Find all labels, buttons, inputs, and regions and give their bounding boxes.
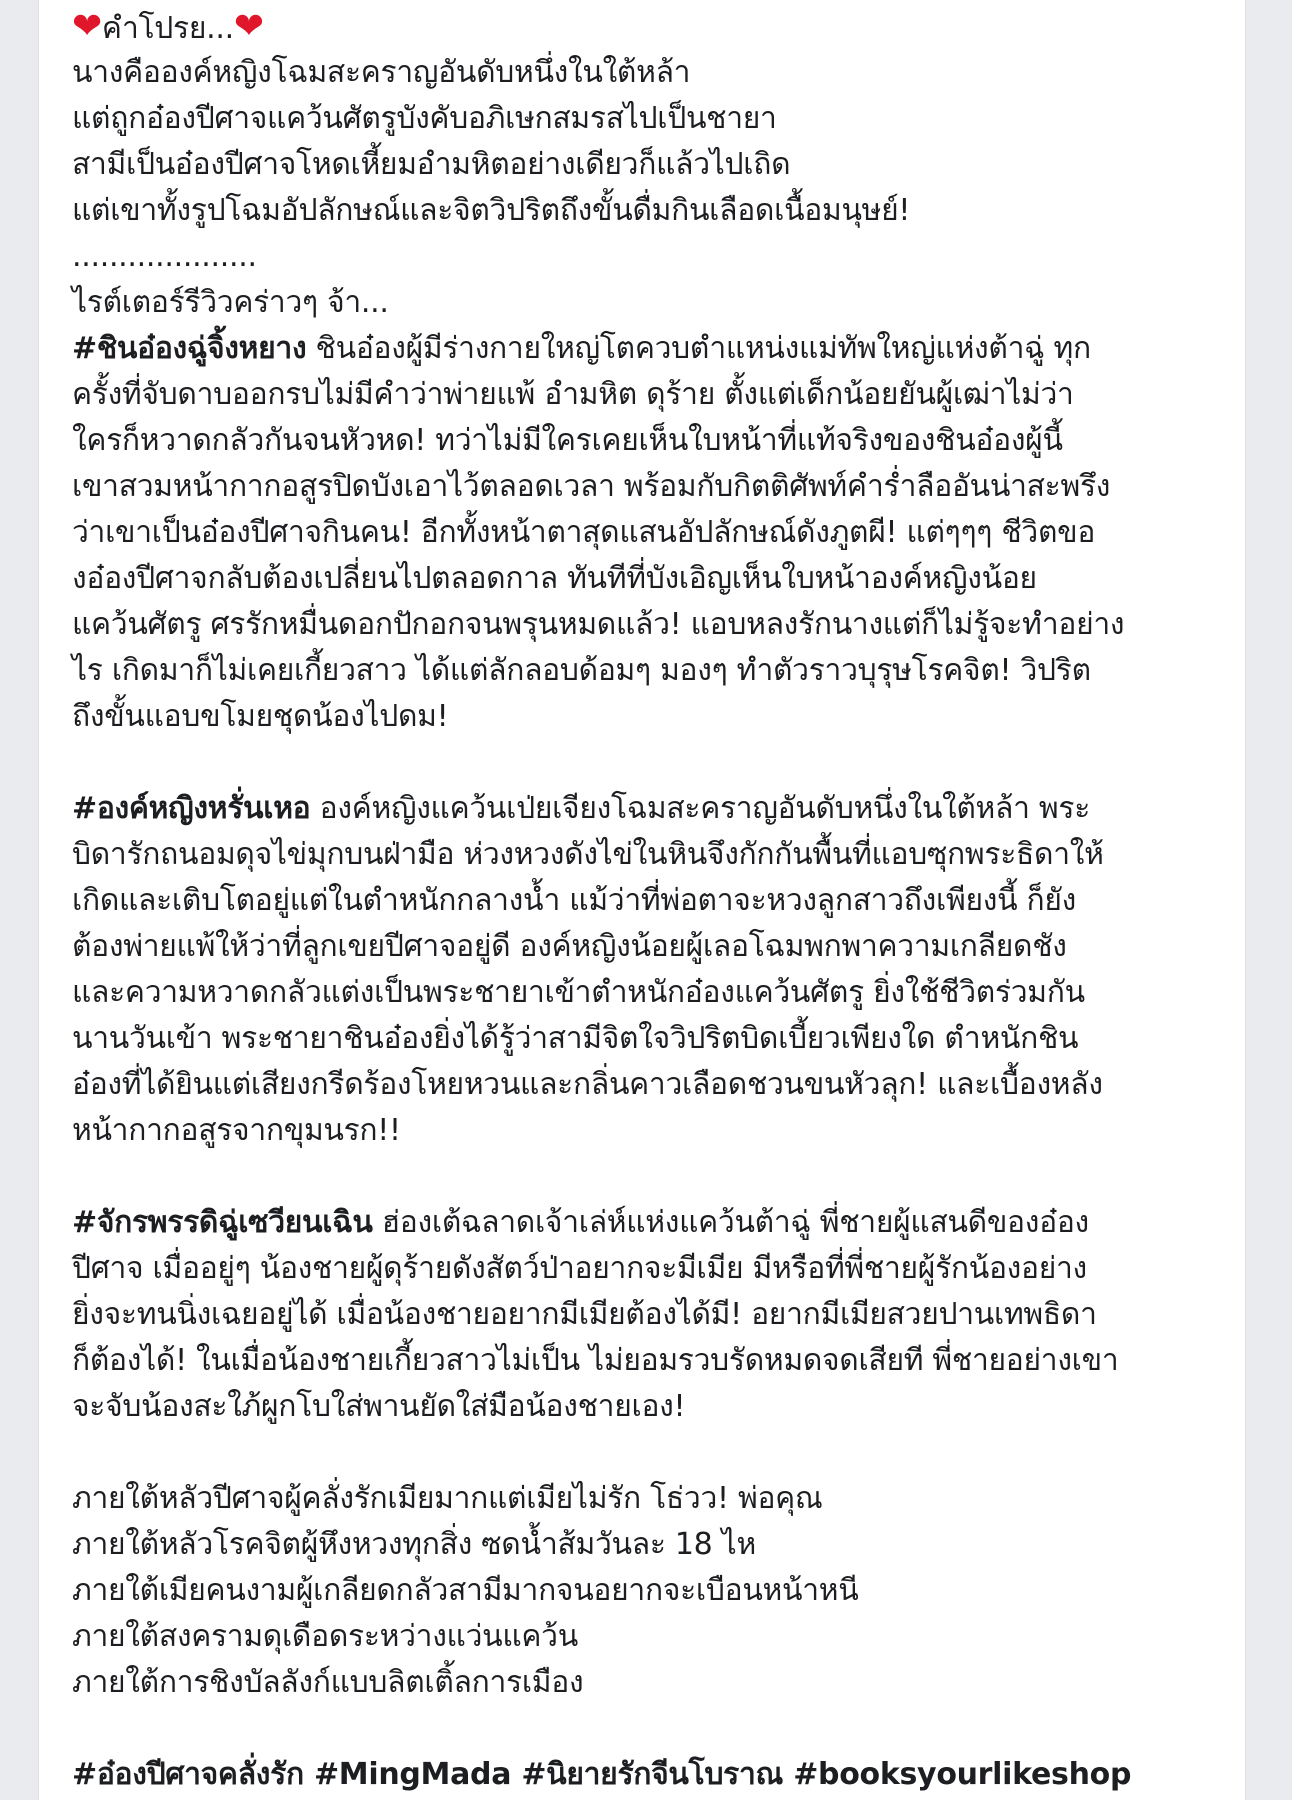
section-text: องค์หญิงแคว้นเป่ยเจียงโฉมสะคราญอันดับหนึ่งในใต้หล้า พระ [310, 791, 1091, 826]
review-intro: ไรต์เตอร์รีวิวคร่าวๆ จ้า... [72, 285, 389, 320]
section-2-line: เกิดและเติบโตอยู่แต่ในตำหนักกลางน้ำ แม้ว่าที่พ่อตาจะหวงลูกสาวถึงเพียงนี้ ก็ยัง [72, 883, 1076, 918]
section-2-line: อ๋องที่ได้ยินแต่เสียงกรีดร้องโหยหวนและกลิ่นคาวเลือดชวนขนหัวลุก! และเบื้องหลัง [72, 1067, 1103, 1102]
section-2-line: ต้องพ่ายแพ้ให้ว่าที่ลูกเขยปีศาจอยู่ดี องค์หญิงน้อยผู้เลอโฉมพกพาความเกลียดชัง [72, 929, 1067, 964]
section-2-line: นานวันเข้า พระชายาชินอ๋องยิ่งได้รู้ว่าสามีจิตใจวิปริตบิดเบี้ยวเพียงใด ตำหนักชิน [72, 1021, 1079, 1056]
section-1-line: ไร เกิดมาก็ไม่เคยเกี้ยวสาว ได้แต่ลักลอบด้อมๆ มองๆ ทำตัวราวบุรุษโรคจิต! วิปริต [72, 653, 1091, 688]
theme-line: ภายใต้การชิงบัลลังก์แบบลิตเติ้ลการเมือง [72, 1665, 584, 1700]
post-heading [72, 4, 1222, 50]
section-1-line: ใครก็หวาดกลัวกันจนหัวหด! ทว่าไม่มีใครเคยเห็นใบหน้าที่แท้จริงของชินอ๋องผู้นี้ [72, 423, 1063, 458]
section-3-line: จะจับน้องสะใภ้ผูกโบใส่พานยัดใส่มือน้องชายเอง! [72, 1389, 686, 1424]
section-2-first-line [72, 786, 1222, 832]
intro-line: แต่เขาทั้งรูปโฉมอัปลักษณ์และจิตวิปริตถึงขั้นดื่มกินเลือดเนื้อมนุษย์! [72, 193, 911, 228]
section-1-line: เขาสวมหน้ากากอสูรปิดบังเอาไว้ตลอดเวลา พร้อมกับกิตติศัพท์คำร่ำลืออันน่าสะพรึง [72, 469, 1111, 504]
section-2-line: หน้ากากอสูรจากขุมนรก!! [72, 1113, 401, 1148]
character-hashtag-link[interactable]: #ชินอ๋องฉู่จิ้งหยาง [72, 331, 307, 366]
theme-line: ภายใต้เมียคนงามผู้เกลียดกลัวสามีมากจนอยากจะเบือนหน้าหนี [72, 1573, 859, 1608]
heart-icon: ❤ [233, 6, 264, 47]
section-1-line: แคว้นศัตรู ศรรักหมื่นดอกปักอกจนพรุนหมดแล้ว! แอบหลงรักนางแต่ก็ไม่รู้จะทำอย่าง [72, 607, 1125, 642]
intro-line: นางคือองค์หญิงโฉมสะคราญอันดับหนึ่งในใต้หล้า [72, 55, 691, 90]
section-3-first-line [72, 1200, 1222, 1246]
hashtag-links[interactable]: #อ๋องปีศาจคลั่งรัก #MingMada #นิยายรักจีนโบราณ #booksyourlikeshop [72, 1757, 1132, 1792]
intro-line: แต่ถูกอ๋องปีศาจแคว้นศัตรูบังคับอภิเษกสมรสไปเป็นชายา [72, 101, 777, 136]
paragraph-gap [72, 1430, 1222, 1476]
section-text: ฮ่องเต้ฉลาดเจ้าเล่ห์แห่งแคว้นต้าฉู่ พี่ชายผู้แสนดีของอ๋อง [372, 1205, 1089, 1240]
section-2-line: และความหวาดกลัวแต่งเป็นพระชายาเข้าตำหนักอ๋องแคว้นศัตรู ยิ่งใช้ชีวิตร่วมกัน [72, 975, 1085, 1010]
section-2-line: บิดารักถนอมดุจไข่มุกบนฝ่ามือ ห่วงหวงดังไข่ในหินจึงกักกันพื้นที่แอบซุกพระธิดาให้ [72, 837, 1104, 872]
paragraph-gap [72, 1706, 1222, 1752]
section-3-line: ยิ่งจะทนนิ่งเฉยอยู่ได้ เมื่อน้องชายอยากมีเมียต้องได้มี! อยากมีเมียสวยปานเทพธิดา [72, 1297, 1097, 1332]
section-1-line: งอ๋องปีศาจกลับต้องเปลี่ยนไปตลอดกาล ทันทีที่บังเอิญเห็นใบหน้าองค์หญิงน้อย [72, 561, 1037, 596]
intro-line: สามีเป็นอ๋องปีศาจโหดเหี้ยมอำมหิตอย่างเดียวก็แล้วไปเถิด [72, 147, 791, 182]
section-3-line: ก็ต้องได้! ในเมื่อน้องชายเกี้ยวสาวไม่เป็น ไม่ยอมรวบรัดหมดจดเสียที พี่ชายอย่างเขา [72, 1343, 1119, 1378]
heart-icon: ❤ [72, 6, 102, 47]
heading-text: คำโปรย... [101, 11, 234, 46]
separator-dots: .................... [72, 239, 257, 274]
paragraph-gap [72, 1154, 1222, 1200]
theme-line: ภายใต้สงครามดุเดือดระหว่างแว่นแคว้น [72, 1619, 578, 1654]
section-1-line: ถึงขั้นแอบขโมยชุดน้องไปดม! [72, 699, 449, 734]
section-1-first-line [72, 326, 1222, 372]
post-card [38, 0, 1246, 1800]
paragraph-gap [72, 740, 1222, 786]
post-body [72, 4, 1222, 1798]
character-hashtag-link[interactable]: #องค์หญิงหรั่นเหอ [72, 791, 311, 826]
character-hashtag-link[interactable]: #จักรพรรดิฉู่เซวียนเฉิน [72, 1205, 373, 1240]
theme-line: ภายใต้หลัวโรคจิตผู้หึงหวงทุกสิ่ง ซดน้ำส้มวันละ 18 ไห [72, 1527, 756, 1562]
section-1-line: ครั้งที่จับดาบออกรบไม่มีคำว่าพ่ายแพ้ อำมหิต ดุร้าย ตั้งแต่เด็กน้อยยันผู้เฒ่าไม่ว่า [72, 377, 1074, 412]
section-1-line: ว่าเขาเป็นอ๋องปีศาจกินคน! อีกทั้งหน้าตาสุดแสนอัปลักษณ์ดังภูตผี! แต่ๆๆๆ ชีวิตขอ [72, 515, 1096, 550]
theme-line: ภายใต้หลัวปีศาจผู้คลั่งรักเมียมากแต่เมียไม่รัก โธ่วว! พ่อคุณ [72, 1481, 823, 1516]
section-3-line: ปีศาจ เมื่ออยู่ๆ น้องชายผู้ดุร้ายดังสัตว์ป่าอยากจะมีเมีย มีหรือที่พี่ชายผู้รักน้องอย่าง [72, 1251, 1087, 1286]
section-text: ชินอ๋องผู้มีร่างกายใหญ่โตควบตำแหน่งแม่ทัพใหญ่แห่งต้าฉู่ ทุก [306, 331, 1091, 366]
